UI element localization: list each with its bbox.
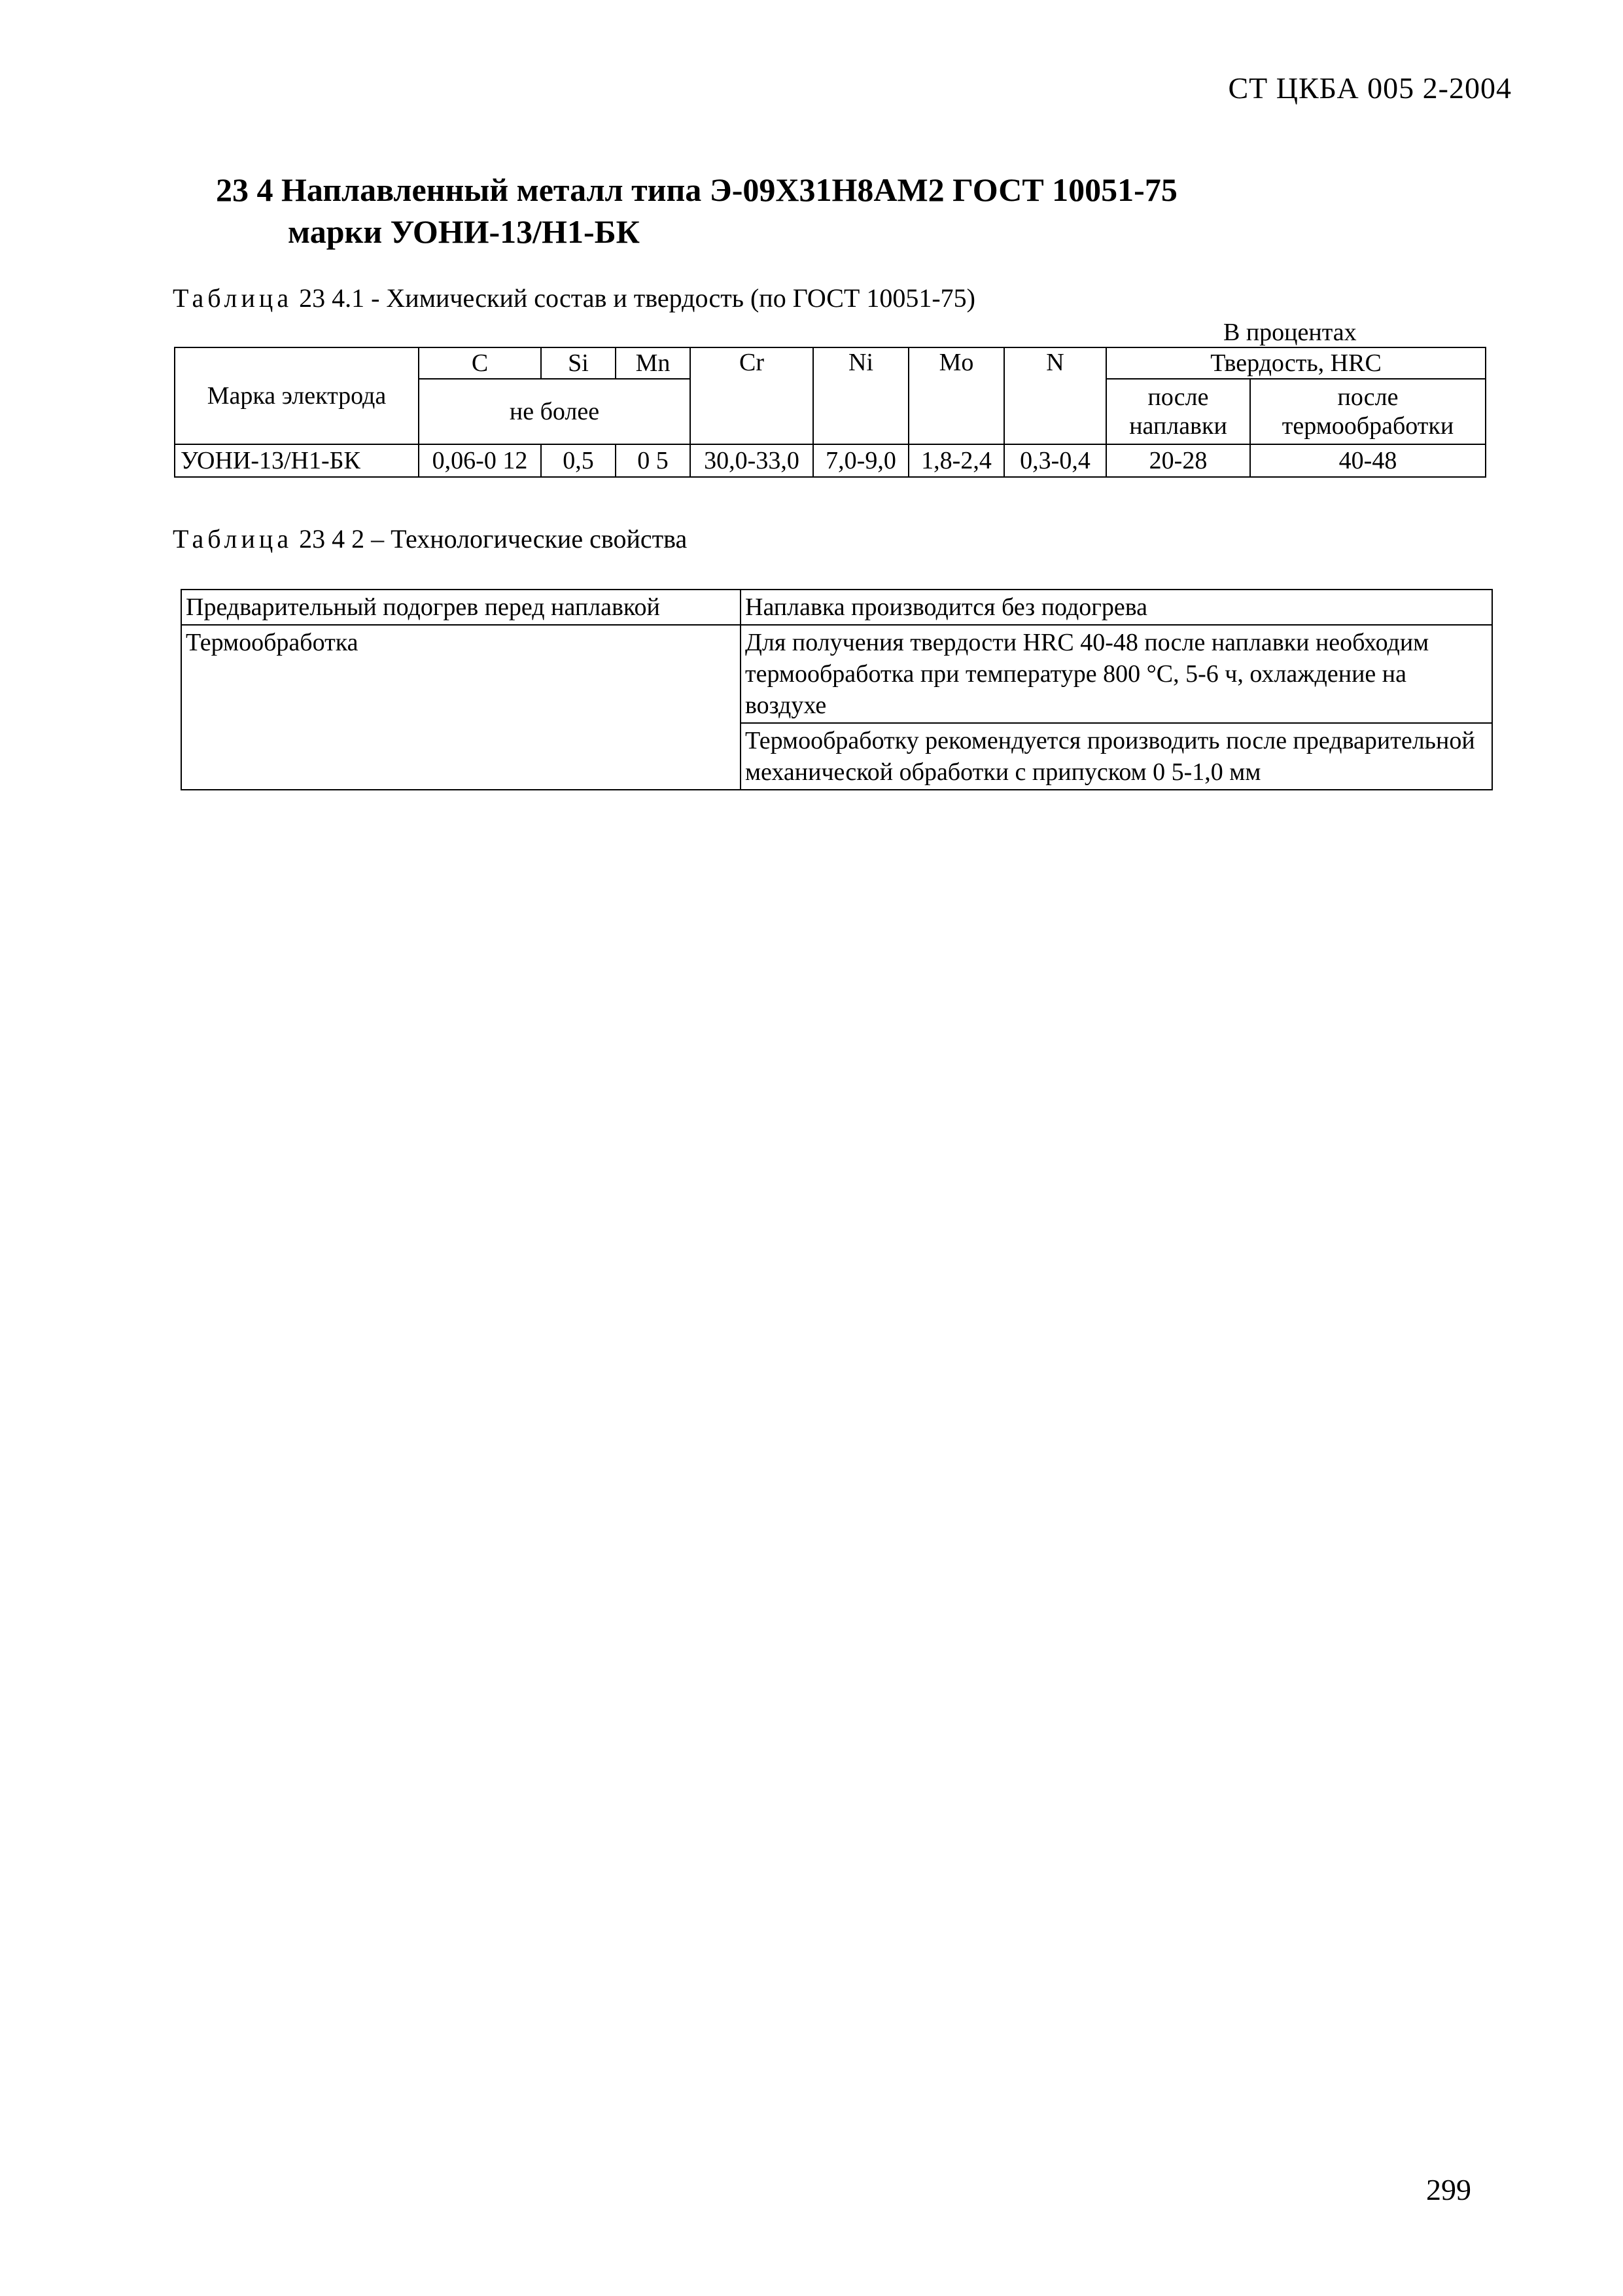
table1-header-row: [175, 347, 1486, 379]
header-after-deposition: после наплавки: [1106, 379, 1250, 444]
cell-preheat-value: Наплавка производится без подогрева: [741, 590, 1492, 625]
cell-mo: 1,8-2,4: [909, 444, 1004, 477]
page-number: 299: [1426, 2173, 1471, 2206]
table2-caption: [173, 523, 687, 554]
cell-heat-treatment-note: Термообработку рекомендуется производить после предварительной механической обработки с припуском 0 5-1,0 мм: [741, 723, 1492, 790]
table-row: [181, 625, 1492, 723]
cell-heat-treatment-label: Термообработка: [181, 625, 741, 790]
table1-caption: [173, 283, 975, 313]
table1-units: В процентах: [1223, 319, 1357, 346]
header-mo: Mo: [909, 347, 1004, 444]
chemical-composition-table: [174, 347, 1486, 478]
table-row: [175, 444, 1486, 477]
header-mark: Марка электрода: [175, 347, 419, 444]
cell-cr: 30,0-33,0: [690, 444, 813, 477]
section-title-line2: марки УОНИ-13/Н1-БК: [288, 213, 640, 250]
cell-si: 0,5: [541, 444, 616, 477]
table1-caption-number: 23 4.1: [292, 283, 365, 313]
cell-mark: УОНИ-13/Н1-БК: [175, 444, 419, 477]
table1-caption-text: - Химический состав и твердость (по ГОСТ 10051-75): [364, 283, 975, 313]
table2-caption-number: 23 4 2: [292, 524, 365, 554]
header-c: C: [419, 347, 541, 379]
technological-properties-table: [181, 589, 1493, 790]
header-hardness: Твердость, HRC: [1106, 347, 1486, 379]
header-cr: Cr: [690, 347, 813, 444]
cell-heat-treatment-value: Для получения твердости HRC 40-48 после наплавки необходим термообработка при температуре 800 °С, 5-6 ч, охлаждение на воздухе: [741, 625, 1492, 723]
cell-after-deposition: 20-28: [1106, 444, 1250, 477]
header-mn: Mn: [616, 347, 690, 379]
table2-caption-text: – Технологические свойства: [364, 524, 688, 554]
cell-mn: 0 5: [616, 444, 690, 477]
cell-c: 0,06-0 12: [419, 444, 541, 477]
header-ni: Ni: [813, 347, 909, 444]
cell-after-heat-treatment: 40-48: [1250, 444, 1486, 477]
table-row: [181, 590, 1492, 625]
header-after-heat-treatment: после термообработки: [1250, 379, 1486, 444]
header-max: не более: [419, 379, 690, 444]
table2-caption-lead: Таблица: [173, 524, 293, 554]
section-title: [216, 169, 1459, 253]
cell-preheat-label: Предварительный подогрев перед наплавкой: [181, 590, 741, 625]
header-si: Si: [541, 347, 616, 379]
cell-n: 0,3-0,4: [1004, 444, 1106, 477]
section-title-line1: 23 4 Наплавленный металл типа Э-09Х31Н8АМ2 ГОСТ 10051-75: [216, 171, 1178, 208]
table1-caption-lead: Таблица: [173, 283, 293, 313]
document-code: СТ ЦКБА 005 2-2004: [1228, 71, 1512, 105]
header-n: N: [1004, 347, 1106, 444]
cell-ni: 7,0-9,0: [813, 444, 909, 477]
